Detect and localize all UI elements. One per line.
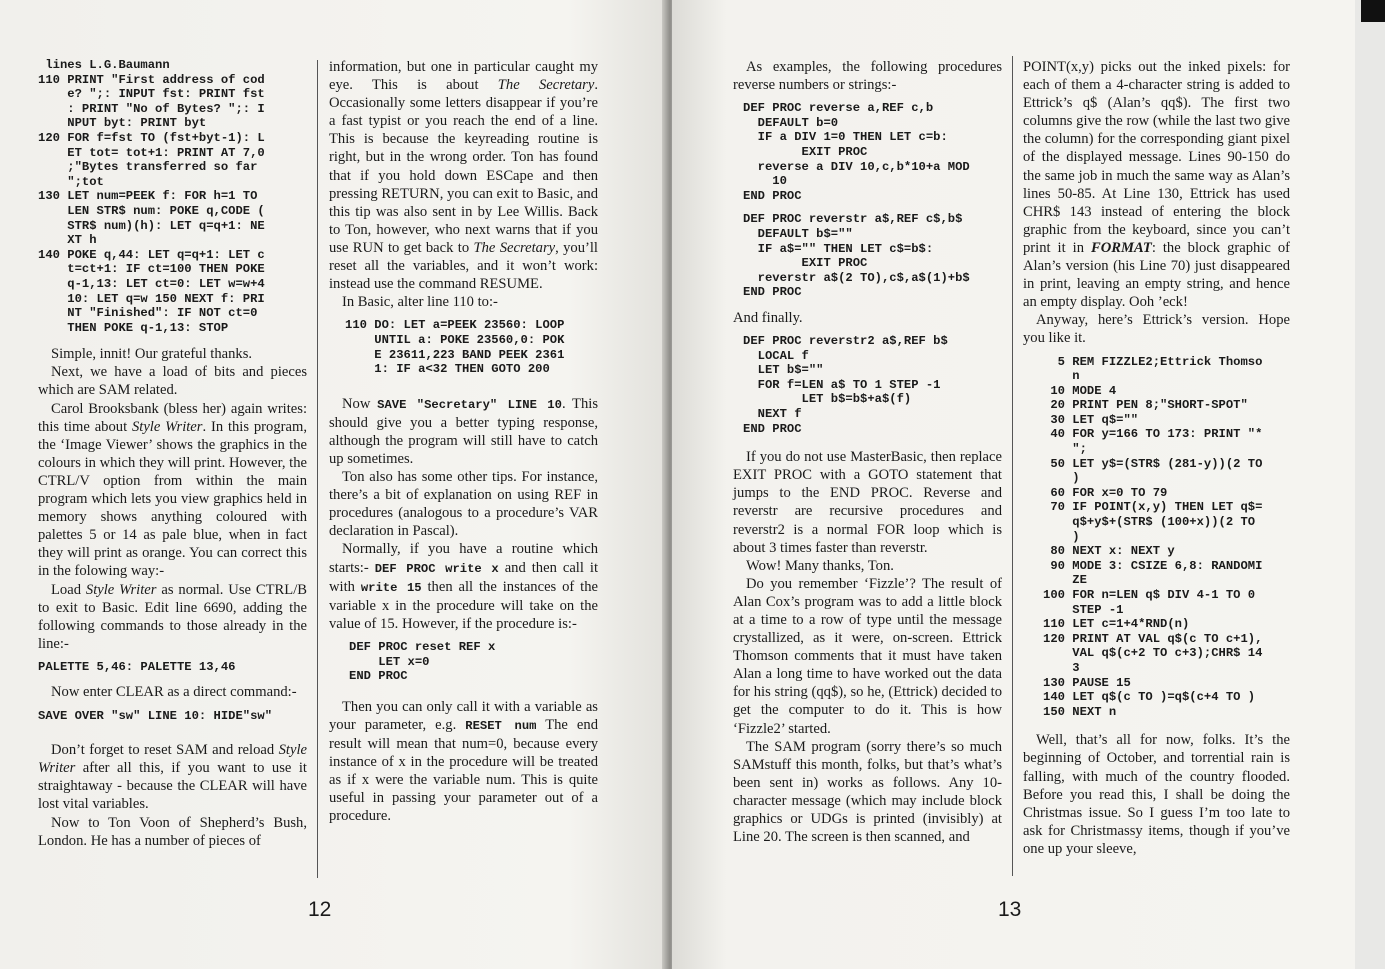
paragraph: Normally, if you have a routine which starts:- DEF PROC write x and then call it with write 15 then all the instances of the variable x in the procedure will take on the value of 15. However, if the procedure is:- (329, 541, 598, 632)
paragraph: Ton also has some other tips. For instance, there’s a bit of explanation on using REF in procedures (analogous to a procedure’s VAR declaration in Pascal). (329, 469, 598, 540)
paragraph: information, but one in particular caught my eye. This is about The Secretary. Occasionally some letters disappear if you’re a fast typist or you reach the end of a line. This is because the keyreading routine is right, but in the wrong order. Ton has found that if you hold down ESCape and then pressing RETURN, you can exit to Basic, and this tip was also sent in by Lee Willis. Back to Ton, however, who next warns that if you use RUN to get back to The Secretary, you’ll reset all the variables, and it won’t work: instead use the command RESUME. (329, 59, 598, 293)
basic-listing-fizzle2: 5 REM FIZZLE2;Ettrick Thomso n 10 MODE 4 20 PRINT PEN 8;"SHORT-SPOT" 30 LET q$="" 40 FOR y=166 TO 173: PRINT "* "; 50 LET y$=(STR$ (281-y))(2 TO ) 60 FOR x=0 TO 79 70 IF POINT(x,y) THEN LET q$= q$+y$+(STR$ (100+x))(2 TO ) 80 NEXT x: NEXT y 90 MODE 3: CSIZE 6,8: RANDOMI ZE 100 FOR n=LEN q$ DIV 4-1 TO 0 STEP -1 110 LET c=1+4*RND(n) 120 PRINT AT VAL q$(c TO c+1), VAL q$(c+2 TO c+3);CHR$ 14 3 130 PAUSE 15 140 LET q$(c TO )=q$(c+4 TO ) 150 NEXT n (1043, 354, 1263, 719)
paragraph: Well, that’s all for now, folks. It’s the beginning of October, and torrential rain is falling, with much of the country flooded. Before you read this, I shall be doing the Christmas issue. So I guess I’m too late to ask for Christmassy items, though if you’ve one up your sleeve, (1023, 732, 1290, 857)
paragraph: Now SAVE "Secretary" LINE 10. This should give you a better typing response, although the program will still have to catch up sometimes. (329, 395, 599, 467)
paragraph: Next, we have a load of bits and pieces which are SAM related. (38, 364, 307, 399)
paragraph: The SAM program (sorry there’s so much SAMstuff this month, folks, but that’s what’s been sent in) works as follows. Any 10-character message (which may include block graphics or UDGs is printed (invisibly) at Line 20. The screen is then scanned, and (733, 738, 1002, 846)
paragraph: Carol Brooksbank (bless her) again writes: this time about Style Writer. In this program, the ‘Image Viewer’ shows the graphics in the colours in which they will print. However, the CTRL/V option from within the main program which lets you view graphics held in memory shows anything coloured with palettes 5 or 14 as pale blue, when in fact they will print as orange. You can correct this in the folowing way:- (38, 400, 307, 580)
basic-listing-baumann: lines L.G.Baumann 110 PRINT "First address of cod e? ";: INPUT fst: PRINT fst : PRINT "No of Bytes? ";: I NPUT byt: PRINT byt 120 FOR f=fst TO (fst+byt-1): L ET tot= tot+1: PRINT AT 7,0 ;"Bytes transferred so far ";tot 130 LET num=PEEK f: FOR h=1 TO LEN STR$ num: POKE q,CODE ( STR$ num)(h): LET q=q+1: NE XT h 140 POKE q,44: LET q=q+1: LET c t=ct+1: IF ct=100 THEN POKE q-1,13: LET ct=0: LET w=w+4 10: LET q=w 150 NEXT f: PRI NT "Finished": IF NOT ct=0 THEN POKE q-1,13: STOP (38, 58, 265, 335)
right-column-2 (1023, 58, 1290, 858)
left-column-1 (38, 58, 307, 850)
right-column-1 (733, 58, 1002, 846)
basic-listing-reverstr: DEF PROC reverstr a$,REF c$,b$ DEFAULT b$="" IF a$="" THEN LET c$=b$: EXIT PROC reverstr a$(2 TO),c$,a$(1)+b$ END PROC (743, 212, 970, 300)
paragraph: Now to Ton Voon of Shepherd’s Bush, London. He has a number of pieces of (38, 814, 307, 849)
paragraph: Wow! Many thanks, Ton. (746, 557, 894, 574)
basic-listing-reverstr2: DEF PROC reverstr2 a$,REF b$ LOCAL f LET b$="" FOR f=LEN a$ TO 1 STEP -1 LET b$=b$+a$(f) NEXT f END PROC (743, 334, 948, 436)
column-divider (1012, 56, 1013, 876)
paragraph: Then you can only call it with a variable as your parameter, e.g. RESET num The end result will mean that num=0, because every instance of x in the procedure will be treated as if x were the variable num. This is quite useful in passing your parameter out of a procedure. (329, 698, 598, 825)
paragraph: POINT(x,y) picks out the inked pixels: for each of them a 4-character string is added to Ettrick’s q$ (Alan’s qq$). The first two columns give the row (while the last two give the column) for the corresponding giant pixel of the displayed message. Lines 90-150 do the same job in much the same way as Alan’s lines 50-85. At Line 130, Ettrick has used CHR$ 143 instead of entering the block graphic from the keyboard, since you can’t print it in FORMAT: the block graphic of Alan’s version (his Line 70) just disappeared in print, leaving an empty string, and hence an empty display. Ooh ’eck! (1023, 59, 1290, 311)
paragraph: And finally. (733, 309, 803, 326)
scan-edge (1355, 0, 1385, 969)
paragraph: Simple, innit! Our grateful thanks. (51, 346, 253, 363)
left-column-2 (329, 58, 598, 825)
column-divider (317, 60, 318, 878)
page-number: 13 (998, 898, 1022, 921)
page-number: 12 (308, 898, 332, 921)
paragraph: Don’t forget to reset SAM and reload Style Writer after all this, if you want to use it straightaway - because the CLEAR will have lost vital variables. (38, 742, 307, 813)
paragraph: If you do not use MasterBasic, then replace EXIT PROC with a GOTO statement that jumps to the END PROC. Reverse and reverstr are recursive procedures and reverstr2 is a normal FOR loop which is about 3 times faster than reverstr. (733, 449, 1002, 556)
basic-listing-secretary: 110 DO: LET a=PEEK 23560: LOOP UNTIL a: POKE 23560,0: POK E 23611,223 BAND PEEK 2361 1: IF a<32 THEN GOTO 200 (345, 318, 565, 377)
paragraph: Do you remember ‘Fizzle’? The result of Alan Cox’s program was to add a little block at a time to a row of type until the message crystallized, as it were, on-screen. Ettrick Thomson comments that it must have taken Alan a long time to have worked out the data for his string (qq$), so he, (Ettrick) decided to get the computer to do it. This is how ‘Fizzle2’ started. (733, 575, 1002, 737)
paragraph: Now enter CLEAR as a direct command:- (51, 684, 297, 701)
paragraph: Anyway, here’s Ettrick’s version. Hope you like it. (1023, 312, 1290, 347)
save-command: SAVE OVER "sw" LINE 10: HIDE"sw" (38, 708, 273, 723)
paragraph: As examples, the following procedures reverse numbers or strings:- (733, 59, 1002, 94)
right-page (672, 0, 1355, 969)
left-page (0, 0, 668, 969)
basic-listing-reset: DEF PROC reset REF x LET x=0 END PROC (349, 639, 496, 684)
palette-command: PALETTE 5,46: PALETTE 13,46 (38, 659, 236, 674)
paragraph: Load Style Writer as normal. Use CTRL/B to exit to Basic. Edit line 6690, adding the following commands to those already in the line:- (38, 581, 307, 652)
basic-listing-reverse: DEF PROC reverse a,REF c,b DEFAULT b=0 IF a DIV 1=0 THEN LET c=b: EXIT PROC reverse a DIV 10,c,b*10+a MOD 10 END PROC (743, 101, 970, 203)
paragraph: In Basic, alter line 110 to:- (342, 294, 498, 311)
